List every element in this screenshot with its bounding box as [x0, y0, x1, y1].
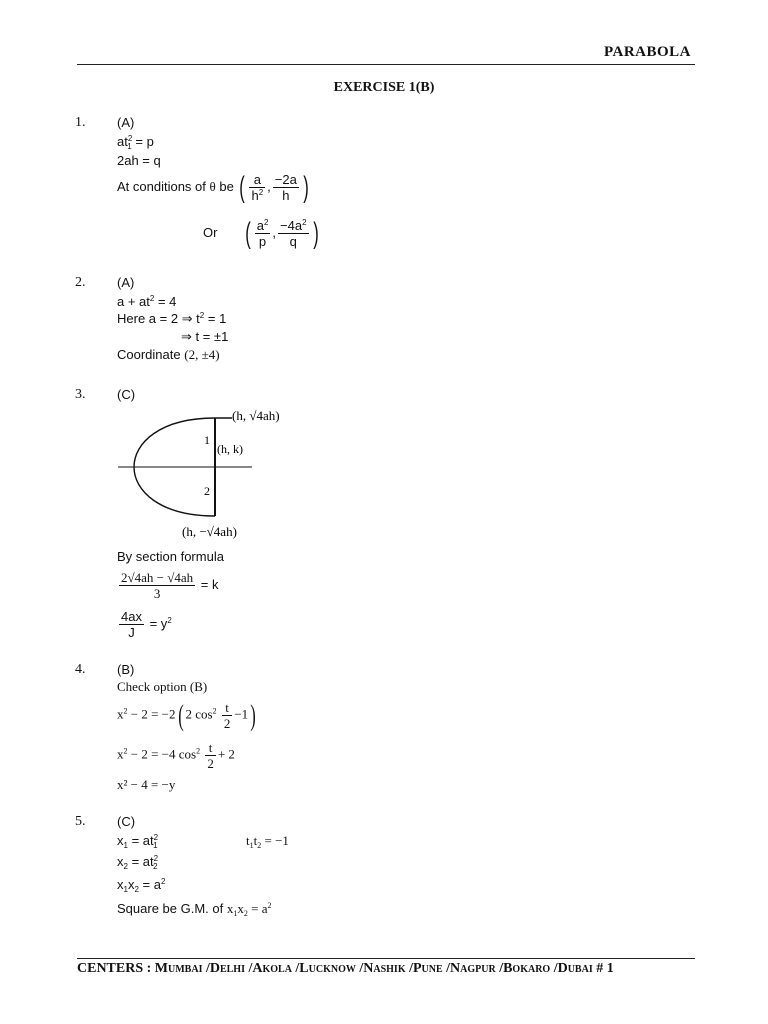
q5-answer: (C) [117, 814, 136, 829]
header-rule [77, 64, 695, 65]
q4-line1: Check option (B) [117, 679, 208, 694]
q5-line4-text: Square be G.M. of [117, 901, 224, 916]
q4-line2: $x^2 - 2 = -2$( 2 $\cos^2$ $\frac{t}{2}$ −1) [117, 698, 256, 732]
parabola-diagram [110, 398, 310, 548]
q3-formula2: $\frac{4ax}{J}$ = $y^2$ [121, 609, 172, 640]
q5-line3: $x_1x_2 = a^2$ [117, 877, 166, 894]
q5-t1t2: $t_1t_2 = -1$ [246, 833, 289, 850]
footer-centers [77, 961, 614, 977]
q2-line2-a: Here a = 2 ⇒ t [117, 311, 200, 326]
q1-line3: At conditions of θ be ( $\frac{a}{h^2}$ , $\frac{-2a}{h}$ ) [117, 170, 309, 204]
q1-be-text: be [219, 178, 234, 194]
q3-frac-den: 3 [153, 586, 161, 601]
q5-line4: Square be G.M. of $x_1x_2 = a^2$ [117, 901, 272, 918]
q2-coordinate: (2, ±4) [184, 347, 220, 362]
page-number: # 1 [596, 961, 614, 976]
q2-line3: ⇒ t = ±1 [181, 329, 229, 344]
q3-eq-k: = k [200, 576, 219, 592]
point-bottom: (h, −√4ah) [182, 524, 237, 539]
footer-cities: Mumbai /Delhi /Akola /Lucknow /Nashik /Pune /Nagpur /Bokaro /Dubai [154, 961, 593, 976]
q2-answer: (A) [117, 275, 135, 290]
q1-line1: $at^2_1 = p$ [117, 134, 154, 151]
q5-t1t2-value: = −1 [264, 833, 289, 848]
q4-line4: x² − 4 = −y [117, 777, 176, 792]
q4-number: 4. [75, 662, 86, 677]
q5-line1: $x_1 = at^2_1$ [117, 833, 159, 850]
q1-or-line: Or ( $\frac{a^2}{p}$ , $\frac{-4a^2}{q}$ ) [203, 216, 319, 250]
q3-formula1 [117, 570, 219, 601]
ratio-2: 2 [204, 484, 210, 498]
ratio-1: 1 [204, 433, 210, 447]
q2-line4-a: Coordinate [117, 347, 181, 362]
footer-label: CENTERS : [77, 961, 152, 976]
q3-f2-den: J [128, 625, 135, 640]
q4-answer: (B) [117, 662, 135, 677]
q2-line1: $a + at^2 = 4$ [117, 294, 177, 309]
q1-or-text: Or [203, 224, 218, 240]
theta-symbol: θ [209, 178, 216, 194]
q2-line2-b: = 1 [204, 311, 227, 326]
q2-line1-b: = 4 [154, 294, 177, 309]
chapter-title: PARABOLA [603, 44, 691, 60]
q2-line1-a: a + at [117, 294, 150, 309]
q1-line2: 2ah = q [117, 153, 161, 168]
q2-line2: Here a = 2 ⇒ $t^2 = 1$ [117, 311, 227, 326]
exercise-title: EXERCISE 1(B) [333, 80, 435, 95]
q2-line4 [117, 347, 220, 363]
q3-f2-num: 4ax [121, 609, 142, 624]
q1-answer: (A) [117, 115, 135, 130]
q3-line1: By section formula [117, 549, 224, 564]
q3-answer: (C) [117, 387, 136, 402]
q3-eq-y: = y [149, 615, 168, 631]
q1-number: 1. [75, 115, 86, 130]
point-hk: (h, k) [217, 442, 243, 456]
point-top: (h, √4ah) [232, 408, 280, 423]
q5-number: 5. [75, 814, 86, 829]
q5-line2: $x_2 = at^2_2$ [117, 854, 159, 871]
q3-frac-num: 2√4ah − √4ah [121, 570, 194, 585]
q4-line3: $x^2 - 2 = -4$ $\cos^2$ $\frac{t}{2}$ + 2 [117, 740, 235, 771]
footer-rule [77, 958, 695, 959]
q1-condition-text: At conditions of [117, 178, 206, 194]
q2-number: 2. [75, 275, 86, 290]
q3-number: 3. [75, 387, 86, 402]
